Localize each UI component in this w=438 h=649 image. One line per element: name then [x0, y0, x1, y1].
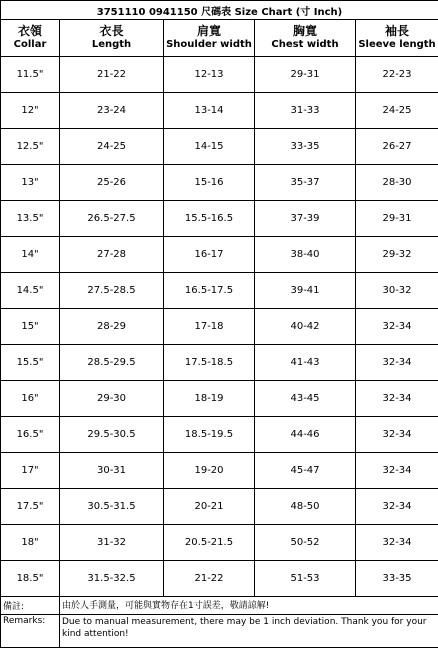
column-header-zh: 衣領	[17, 24, 42, 38]
table-row	[1, 273, 438, 309]
cell-shoulder-width: 20-21	[164, 489, 255, 525]
cell-chest-width: 41-43	[255, 345, 356, 381]
table-row	[1, 561, 438, 597]
cell-sleeve-length: 32-34	[356, 309, 438, 345]
chart-title: 3751110 0941150 尺碼表 Size Chart (寸 Inch)	[1, 1, 438, 20]
cell-chest-width: 29-31	[255, 57, 356, 93]
cell-sleeve-length: 32-34	[356, 345, 438, 381]
cell-sleeve-length: 24-25	[356, 93, 438, 129]
cell-collar: 17.5"	[1, 489, 60, 525]
cell-shoulder-width: 17-18	[164, 309, 255, 345]
cell-collar: 18"	[1, 525, 60, 561]
remarks-text: Due to manual measurement, there may be 1 inch deviation. Thank you for your kind attention!	[60, 615, 438, 648]
cell-length: 25-26	[60, 165, 164, 201]
table-row	[1, 237, 438, 273]
cell-shoulder-width: 13-14	[164, 93, 255, 129]
remarks-label: Remarks:	[1, 615, 60, 648]
cell-shoulder-width: 15.5-16.5	[164, 201, 255, 237]
cell-sleeve-length: 29-31	[356, 201, 438, 237]
cell-length: 29.5-30.5	[60, 417, 164, 453]
cell-shoulder-width: 16-17	[164, 237, 255, 273]
header-row	[1, 20, 438, 57]
cell-collar: 12.5"	[1, 129, 60, 165]
cell-shoulder-width: 18-19	[164, 381, 255, 417]
cell-chest-width: 35-37	[255, 165, 356, 201]
cell-sleeve-length: 32-34	[356, 381, 438, 417]
cell-shoulder-width: 12-13	[164, 57, 255, 93]
cell-length: 26.5-27.5	[60, 201, 164, 237]
table-row	[1, 57, 438, 93]
title-row	[1, 1, 438, 20]
cell-sleeve-length: 28-30	[356, 165, 438, 201]
cell-collar: 17"	[1, 453, 60, 489]
cell-sleeve-length: 30-32	[356, 273, 438, 309]
cell-collar: 13"	[1, 165, 60, 201]
cell-chest-width: 50-52	[255, 525, 356, 561]
column-header-en: Chest width	[271, 39, 339, 50]
cell-chest-width: 44-46	[255, 417, 356, 453]
cell-collar: 12"	[1, 93, 60, 129]
cell-sleeve-length: 32-34	[356, 453, 438, 489]
table-row	[1, 345, 438, 381]
cell-sleeve-length: 26-27	[356, 129, 438, 165]
cell-chest-width: 51-53	[255, 561, 356, 597]
cell-collar: 16"	[1, 381, 60, 417]
cell-length: 29-30	[60, 381, 164, 417]
remarks-label: 備註:	[1, 597, 60, 615]
cell-shoulder-width: 21-22	[164, 561, 255, 597]
cell-collar: 16.5"	[1, 417, 60, 453]
cell-shoulder-width: 16.5-17.5	[164, 273, 255, 309]
cell-collar: 14.5"	[1, 273, 60, 309]
column-header-zh: 胸寬	[292, 24, 317, 38]
table-row	[1, 489, 438, 525]
cell-collar: 13.5"	[1, 201, 60, 237]
cell-chest-width: 38-40	[255, 237, 356, 273]
cell-chest-width: 31-33	[255, 93, 356, 129]
cell-length: 27-28	[60, 237, 164, 273]
cell-shoulder-width: 18.5-19.5	[164, 417, 255, 453]
remarks-text: 由於人手測量，可能與實物存在1寸誤差，敬請諒解!	[60, 597, 438, 615]
column-header-shoulder-width	[164, 20, 255, 57]
column-header-sleeve-length	[356, 20, 438, 57]
cell-length: 24-25	[60, 129, 164, 165]
column-header-zh: 衣長	[99, 24, 124, 38]
cell-length: 27.5-28.5	[60, 273, 164, 309]
cell-collar: 11.5"	[1, 57, 60, 93]
cell-shoulder-width: 17.5-18.5	[164, 345, 255, 381]
column-header-collar	[1, 20, 60, 57]
column-header-en: Sleeve length	[358, 39, 436, 50]
cell-shoulder-width: 20.5-21.5	[164, 525, 255, 561]
table-row	[1, 165, 438, 201]
cell-sleeve-length: 32-34	[356, 525, 438, 561]
table-row	[1, 453, 438, 489]
table-row	[1, 201, 438, 237]
cell-sleeve-length: 22-23	[356, 57, 438, 93]
cell-sleeve-length: 29-32	[356, 237, 438, 273]
column-header-zh: 袖長	[384, 24, 409, 38]
cell-sleeve-length: 32-34	[356, 417, 438, 453]
cell-shoulder-width: 15-16	[164, 165, 255, 201]
remarks-row-en	[1, 615, 438, 648]
cell-shoulder-width: 19-20	[164, 453, 255, 489]
cell-length: 21-22	[60, 57, 164, 93]
cell-length: 23-24	[60, 93, 164, 129]
column-header-length	[60, 20, 164, 57]
cell-chest-width: 37-39	[255, 201, 356, 237]
cell-shoulder-width: 14-15	[164, 129, 255, 165]
column-header-chest-width	[255, 20, 356, 57]
table-row	[1, 309, 438, 345]
remarks-row-zh	[1, 597, 438, 615]
cell-chest-width: 43-45	[255, 381, 356, 417]
cell-length: 28-29	[60, 309, 164, 345]
column-header-en: Length	[91, 39, 132, 50]
cell-collar: 14"	[1, 237, 60, 273]
cell-collar: 15"	[1, 309, 60, 345]
cell-chest-width: 45-47	[255, 453, 356, 489]
cell-chest-width: 33-35	[255, 129, 356, 165]
cell-length: 30.5-31.5	[60, 489, 164, 525]
cell-length: 31-32	[60, 525, 164, 561]
table-row	[1, 417, 438, 453]
cell-chest-width: 48-50	[255, 489, 356, 525]
cell-collar: 18.5"	[1, 561, 60, 597]
cell-sleeve-length: 32-34	[356, 489, 438, 525]
table-row	[1, 93, 438, 129]
column-header-en: Shoulder width	[166, 39, 252, 50]
cell-length: 31.5-32.5	[60, 561, 164, 597]
cell-length: 30-31	[60, 453, 164, 489]
cell-chest-width: 40-42	[255, 309, 356, 345]
cell-chest-width: 39-41	[255, 273, 356, 309]
table-row	[1, 381, 438, 417]
table-row	[1, 129, 438, 165]
column-header-en: Collar	[13, 39, 47, 50]
cell-collar: 15.5"	[1, 345, 60, 381]
cell-length: 28.5-29.5	[60, 345, 164, 381]
cell-sleeve-length: 33-35	[356, 561, 438, 597]
column-header-zh: 肩寬	[196, 24, 221, 38]
table-row	[1, 525, 438, 561]
